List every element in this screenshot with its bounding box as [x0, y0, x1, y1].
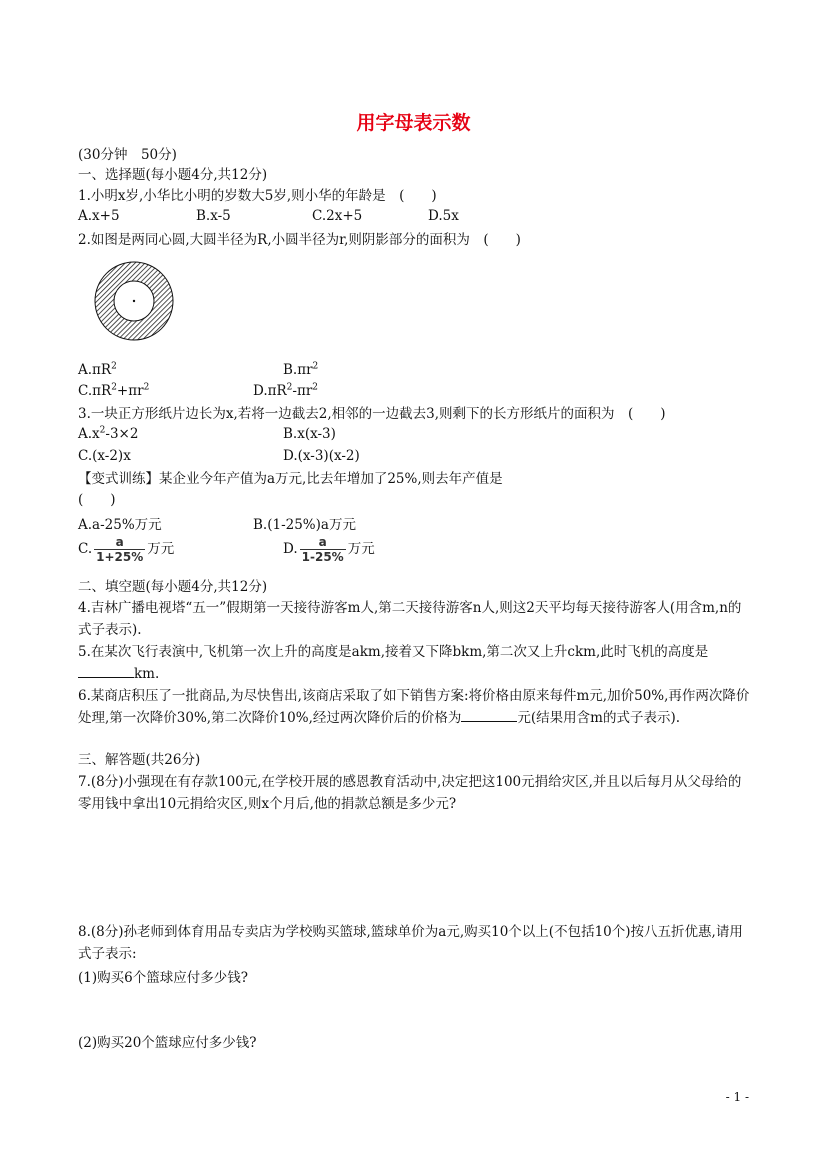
q1-option-b: B.x-5	[196, 208, 231, 224]
section-heading-choice: 一、选择题(每小题4分,共12分)	[78, 167, 268, 183]
question-2-stem: 2.如图是两同心圆,大圆半径为R,小圆半径为r,则阴影部分的面积为 ( )	[78, 232, 521, 248]
q2-option-c: $C.\pi R^2+\pi r^2$	[78, 382, 150, 399]
q3-option-b: B.x(x-3)	[283, 426, 336, 442]
center-point	[133, 300, 135, 302]
question-8-part-1: (1)购买6个篮球应付多少钱?	[78, 970, 248, 986]
fraction-d: $\frac{a}{1-25\%}$	[301, 535, 344, 564]
variant-option-d: D. $\frac{a}{1-25\%}$ 万元	[283, 535, 375, 564]
q2-option-b: $B.\pi r^2$	[283, 361, 319, 378]
answer-blank[interactable]	[78, 663, 134, 678]
variant-option-a: A.a-25%万元	[78, 517, 162, 533]
variant-option-c: C. $\frac{a}{1+25\%}$ 万元	[78, 535, 175, 564]
variant-option-b: B.(1-25%)a万元	[253, 517, 356, 533]
section-heading-solve: 三、解答题(共26分)	[78, 752, 201, 768]
question-8: 8.(8分)孙老师到体育用品专卖店为学校购买篮球,篮球单价为a元,购买10个以上(不包括10个)按八五折优惠,请用式子表示:	[78, 924, 743, 962]
fraction-c: $\frac{a}{1+25\%}$	[96, 535, 144, 564]
page-number: - 1 -	[725, 1090, 749, 1104]
q3-option-d: D.(x-3)(x-2)	[283, 448, 360, 464]
q3-option-c: C.(x-2)x	[78, 448, 131, 464]
question-6: 6.某商店积压了一批商品,为尽快售出,该商店采取了如下销售方案:将价格由原来每件m元,加价50%,再作两次降价处理,第一次降价30%,第二次降价10%,经过两次降价后的价格为 元(结果用含m的式子表示).	[78, 688, 750, 726]
concentric-circles-figure	[93, 260, 175, 342]
q3-option-a: $A.x^2-3\times 2$	[78, 425, 139, 442]
page-title: 用字母表示数	[356, 112, 471, 134]
q2-option-d: $D.\pi R^2-\pi r^2$	[253, 382, 319, 399]
question-3-stem: 3.一块正方形纸片边长为x,若将一边截去2,相邻的一边截去3,则剩下的长方形纸片的面积为 ( )	[78, 406, 666, 422]
question-8-part-2: (2)购买20个篮球应付多少钱?	[78, 1035, 257, 1051]
question-5: 5.在某次飞行表演中,飞机第一次上升的高度是akm,接着又下降bkm,第二次又上升ckm,此时飞机的高度是km.	[78, 644, 709, 682]
section-heading-fill: 二、填空题(每小题4分,共12分)	[78, 579, 268, 595]
question-7: 7.(8分)小强现在有存款100元,在学校开展的感恩教育活动中,决定把这100元捐给灾区,并且以后每月从父母给的零用钱中拿出10元捐给灾区,则x个月后,他的捐款总额是多少元?	[78, 774, 742, 812]
q2-option-a: $A.\pi R^2$	[78, 361, 117, 378]
question-4: 4.吉林广播电视塔“五一”假期第一天接待游客m人,第二天接待游客n人,则这2天平均每天接待游客人(用含m,n的式子表示).	[78, 600, 742, 638]
time-score-info: (30分钟 50分)	[78, 147, 177, 163]
q1-option-c: C.2x+5	[312, 208, 363, 224]
answer-blank[interactable]	[461, 707, 517, 722]
variant-answer-paren: ( )	[78, 492, 116, 508]
variant-training-stem: 【变式训练】某企业今年产值为a万元,比去年增加了25%,则去年产值是	[78, 471, 503, 487]
question-1-stem: 1.小明x岁,小华比小明的岁数大5岁,则小华的年龄是 ( )	[78, 188, 437, 204]
q1-option-a: A.x+5	[78, 208, 120, 224]
q1-option-d: D.5x	[428, 208, 459, 224]
